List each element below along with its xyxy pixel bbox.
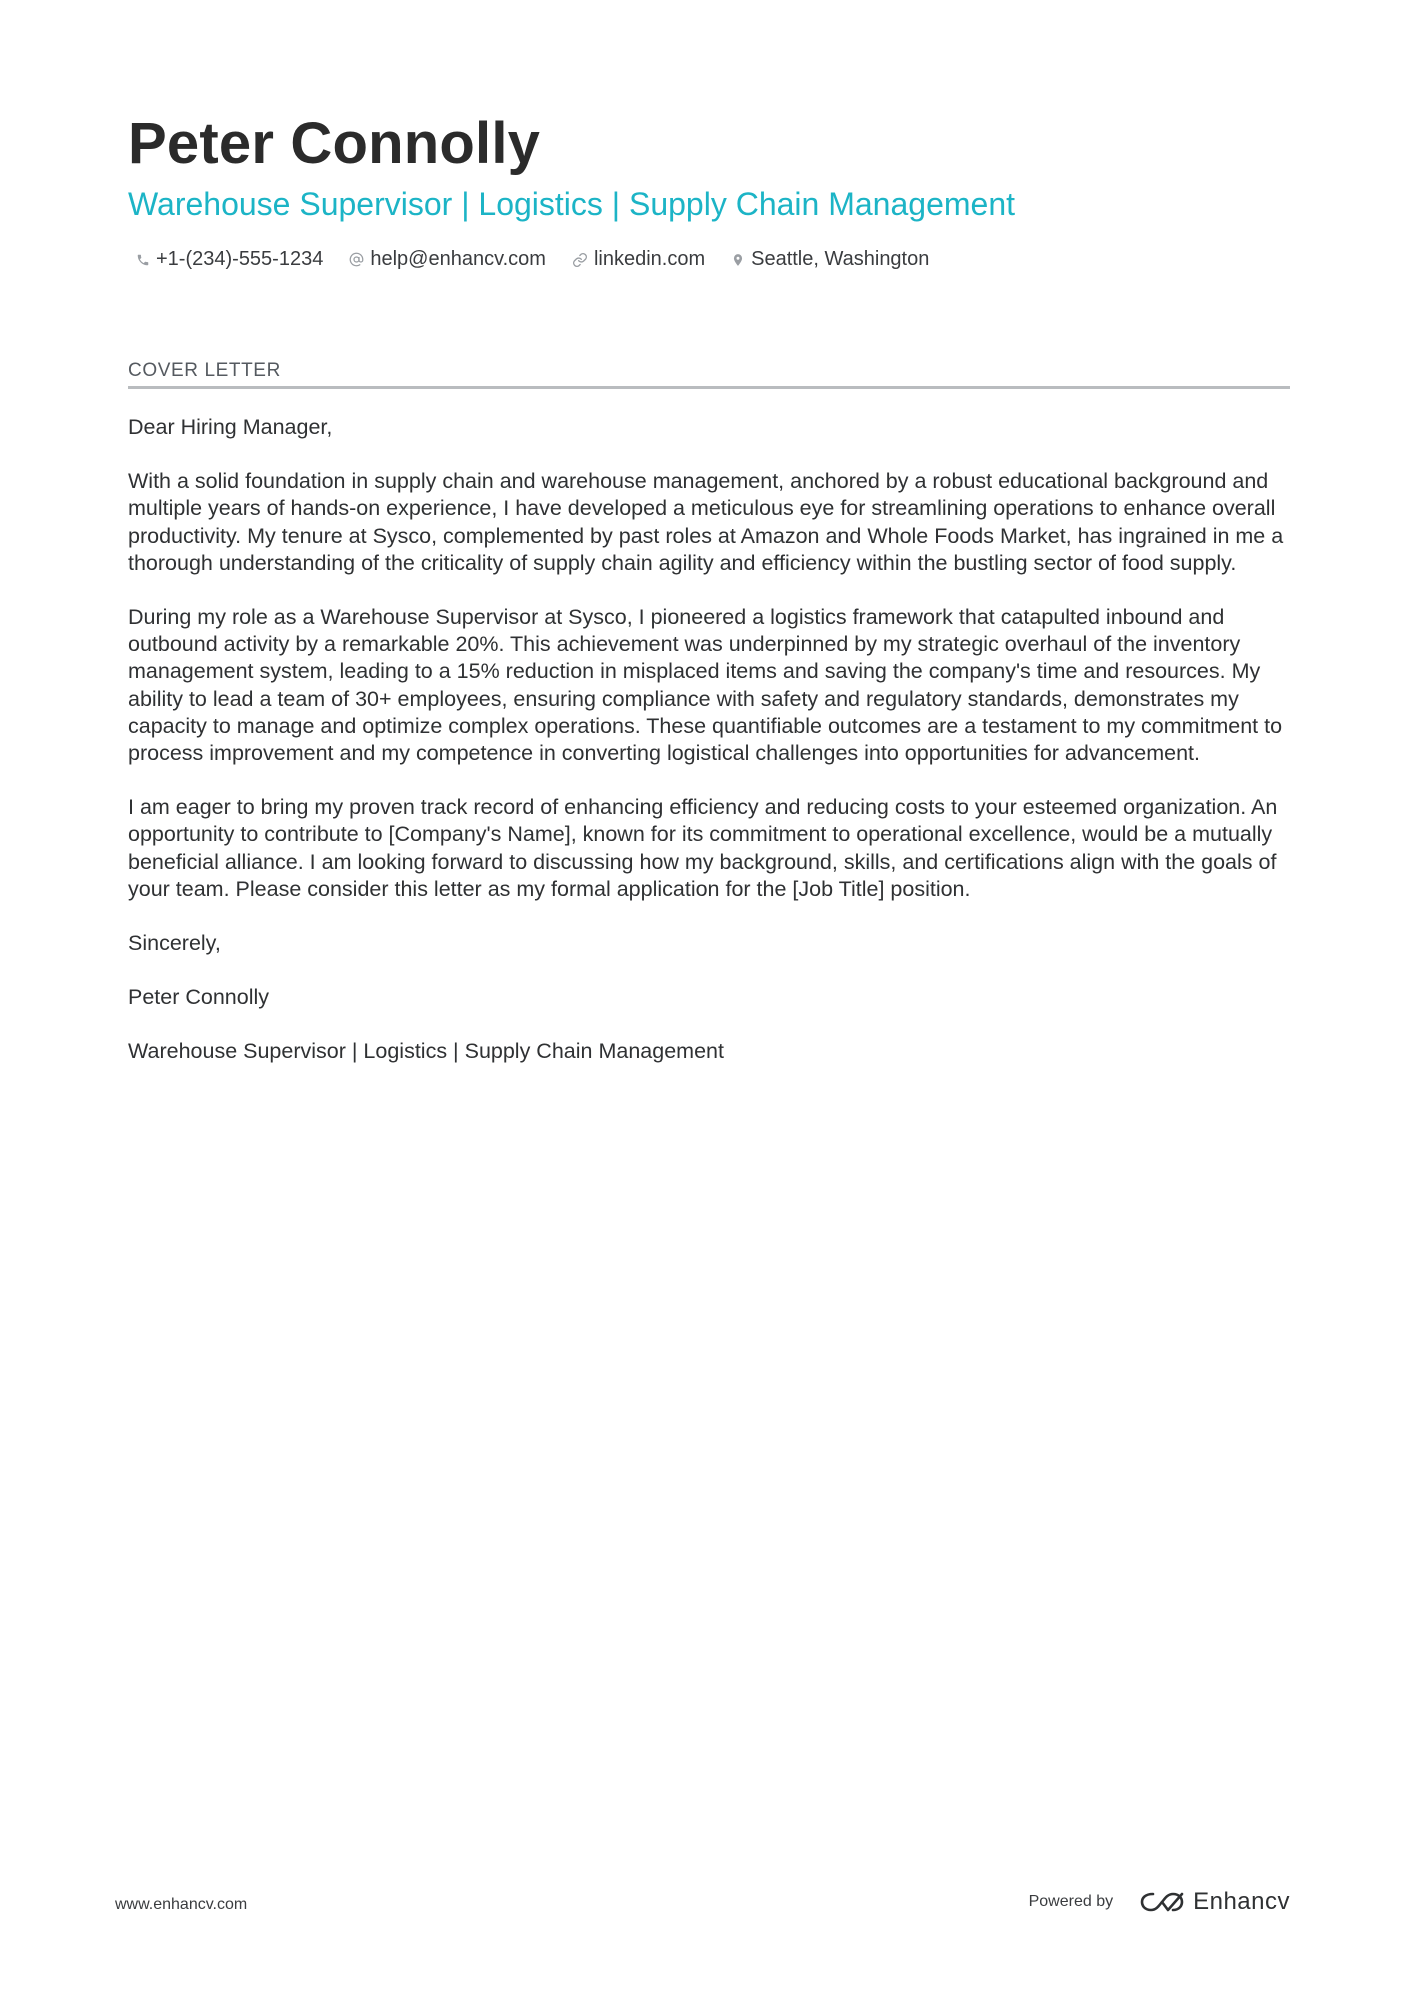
section-divider	[128, 386, 1290, 389]
letter-salutation: Dear Hiring Manager,	[128, 415, 333, 439]
phone-icon	[136, 253, 150, 267]
enhancv-logo-icon	[1139, 1890, 1185, 1914]
location-pin-icon	[731, 252, 745, 268]
letter-signature-title: Warehouse Supervisor | Logistics | Supply Chain Management	[128, 1039, 724, 1064]
contact-link[interactable]	[572, 248, 705, 271]
powered-by-label: Powered by	[1028, 1893, 1114, 1910]
letter-paragraph: I am eager to bring my proven track record of enhancing efficiency and reducing costs to your esteemed organization. An opportunity to contribute to [Company's Name], known for its commitment to operational excellence, would be a mutually beneficial alliance. I am looking forward to discussing how my background, skills, and certifications align with the goals of your team. Please consider this letter as my formal application for the [Job Title] position.	[128, 795, 1278, 901]
letter-body	[128, 414, 1290, 1093]
section-title: COVER LETTER	[128, 360, 281, 381]
candidate-headline: Warehouse Supervisor | Logistics | Supply Chain Management	[128, 186, 1015, 222]
link-text[interactable]: linkedin.com	[593, 248, 706, 270]
phone-text: +1-(234)-555-1234	[156, 248, 324, 270]
candidate-name: Peter Connolly	[128, 111, 541, 176]
letter-closing: Sincerely,	[128, 931, 221, 956]
contact-phone	[136, 248, 323, 271]
letter-signature: Peter Connolly	[128, 985, 270, 1010]
contact-location	[731, 248, 929, 271]
link-icon	[572, 252, 588, 268]
brand-name: Enhancv	[1193, 1888, 1290, 1915]
contact-bar	[136, 248, 955, 271]
contact-email[interactable]	[349, 248, 546, 271]
letter-paragraph: During my role as a Warehouse Supervisor at Sysco, I pioneered a logistics framework that catapulted inbound and outbound activity by a remarkable 20%. This achievement was underpinned by my strategic overhaul of the inventory management system, leading to a 15% reduction in misplaced items and saving the company's time and resources. My ability to lead a team of 30+ employees, ensuring compliance with safety and regulatory standards, demonstrates my capacity to manage and optimize complex operations. These quantifiable outcomes are a testament to my commitment to process improvement and my competence in converting logistical challenges into opportunities for advancement.	[128, 605, 1283, 766]
email-text[interactable]: help@enhancv.com	[370, 248, 546, 270]
location-text: Seattle, Washington	[751, 248, 930, 270]
brand-logo[interactable]	[1139, 1888, 1290, 1916]
footer-branding	[1029, 1888, 1290, 1916]
footer-website[interactable]: www.enhancv.com	[115, 1896, 248, 1913]
at-sign-icon	[349, 252, 364, 267]
letter-paragraph: With a solid foundation in supply chain and warehouse management, anchored by a robust educational background and multiple years of hands-on experience, I have developed a meticulous eye for streamlining operations to enhance overall productivity. My tenure at Sysco, complemented by past roles at Amazon and Whole Foods Market, has ingrained in me a thorough understanding of the criticality of supply chain agility and efficiency within the bustling sector of food supply.	[128, 469, 1284, 575]
